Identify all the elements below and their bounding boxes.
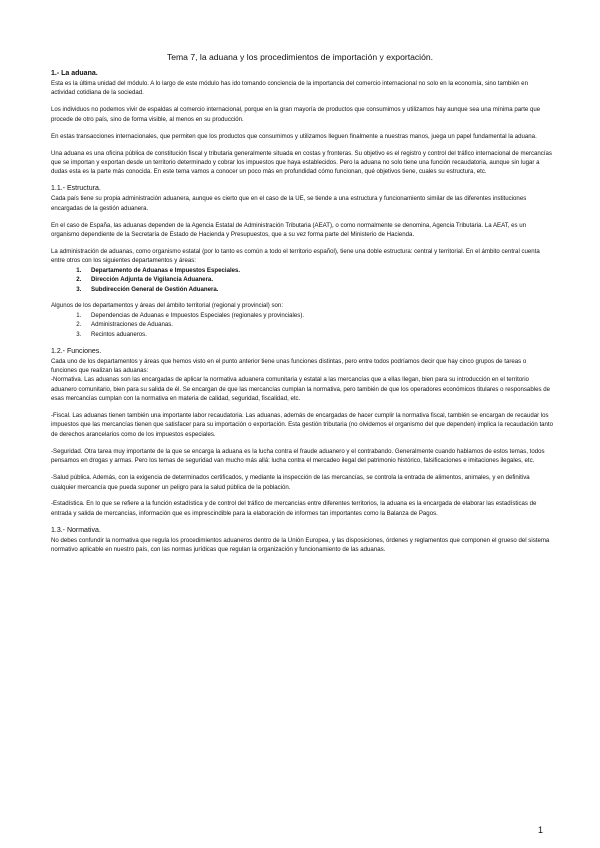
- heading-la-aduana: 1.- La aduana.: [51, 70, 98, 77]
- list-item: 3. Recintos aduaneros.: [83, 330, 553, 339]
- paragraph: No debes confundir la normativa que regula los procedimientos aduaneros dentro de la Unión Europea, y las disposiciones, órdenes y reglamentos que componen el grueso del sistema normativo aplicable en nuestro país, con las normas jurídicas que regulan la organización y funcionamiento de las aduanas.: [51, 536, 550, 554]
- list-item: 2. Dirección Adjunta de Vigilancia Aduanera.: [83, 275, 553, 284]
- list-item: 1. Departamento de Aduanas e Impuestos Especiales.: [83, 266, 553, 275]
- paragraph: La administración de aduanas, como organismo estatal (por lo tanto es común a todo el territorio español), tiene una doble estructura: central y territorial. En el ámbito central cuenta entre otros con los siguientes departamentos y áreas:: [51, 247, 540, 265]
- paragraph: Cada uno de los departamentos y áreas que hemos visto en el punto anterior tiene unas funciones distintas, pero entre todos podríamos decir que hay cinco grupos de tareas o funciones que realizan las aduanas:: [51, 357, 527, 374]
- paragraph: Algunos de los departamentos y áreas del ámbito territorial (regional y provincial) son:: [51, 302, 284, 310]
- paragraph-seguridad: -Seguridad. Otra tarea muy importante de la que se encarga la aduana es la lucha contra el fraude aduanero y el contrabando. Generalmente cuando hablamos de estos temas, todos pensamos en drogas y armas. Pero los temas de seguridad van mucho más allá: lucha contra el mercadeo ilegal del patrimonio histórico, falsificaciones e imitaciones ilegales, etc.: [51, 447, 545, 465]
- list-item: 1. Dependencias de Aduanas e Impuestos Especiales (regionales y provinciales).: [83, 311, 553, 320]
- heading-funciones: 1.2.- Funciones.: [51, 347, 102, 355]
- heading-normativa: 1.3.- Normativa.: [51, 526, 101, 534]
- document-body: [51, 69, 553, 562]
- paragraph: En estas transacciones internacionales, que permiten que los productos que consumimos y utilizamos lleguen finalmente a nuestras manos, juega un papel fundamental la aduana.: [51, 132, 537, 140]
- paragraph: Cada país tiene su propia administración aduanera, aunque es cierto que en el caso de la UE, se tiende a una estructura y funcionamiento similar de las diferentes instituciones encargadas de la gestión aduanera.: [51, 195, 527, 212]
- paragraph: Esta es la última unidad del módulo. A lo largo de este módulo has ido tomando conciencia de la importancia del comercio internacional no solo en la economía, sino también en actividad cotidiana de la sociedad.: [51, 80, 528, 97]
- list-item: 2. Administraciones de Aduanas.: [83, 320, 553, 329]
- paragraph: En el caso de España, las aduanas dependen de la Agencia Estatal de Administración Tributaria (AEAT), o como normalmente se denomina, Agencia Tributaria. La AEAT, es un organismo dependiente de la Secretaría de Estado de Hacienda y Presupuestos, que a su vez forma parte del Ministerio de Hacienda.: [51, 221, 527, 238]
- list-item: 3. Subdirección General de Gestión Aduanera.: [83, 285, 553, 294]
- page-number: 1: [538, 825, 544, 835]
- paragraph-estadistica: -Estadística. En lo que se refiere a la función estadística y de control del tráfico de mercancías entre diferentes territorios, la aduana es la encargada de elaborar las estadísticas de entrada y salida de mercancías, información que es imprescindible para la elaboración de informes tan importantes como la Balanza de Pagos.: [51, 500, 537, 517]
- heading-estructura: 1.1.- Estructura.: [51, 185, 101, 193]
- paragraph-fiscal: -Fiscal. Las aduanas tienen también una importante labor recaudatoria. Las aduanas, además de encargadas de hacer cumplir la normativa fiscal, también se encargan de recaudar los impuestos que las mercancías tienen que satisfacer para su importación o exportación. Esta gestión tributaria (no olvidemos el organismo del que dependen) implica la recaudación tanto de derechos arancelarios como de los impuestos especiales.: [51, 412, 554, 438]
- paragraph: Una aduana es una oficina pública de constitución fiscal y tributaria generalmente situada en costas y fronteras. Su objetivo es el registro y control del tráfico internacional de mercancías que se importan y exportan desde un territorio determinado y cobrar los impuestos que haya establecidos. Pero la aduana no solo tiene una función recaudatoria, aunque sin lugar a dudas esta es la parte más conocida. En este tema vamos a conocer un poco más en profundidad cómo funcionan, qué objetivos tiene, cuales su estructura, etc.: [51, 149, 552, 176]
- central-departments-list: [51, 266, 553, 294]
- paragraph-normativa: -Normativa. Las aduanas son las encargadas de aplicar la normativa aduanera comunitaria y estatal a las mercancías que a ellas llegan, bien para su introducción en el territorio aduanero comunitario, bien para su salida de él. Se encargan de que las mercancías cumplan la normativa, pero también de que los operadores económicos titulares o responsables de esas mercancías cumplan con la normativa en materia de calidad, seguridad, fiscalidad, etc.: [51, 376, 550, 403]
- paragraph: Los individuos no podemos vivir de espaldas al comercio internacional, porque en la gran mayoría de productos que consumimos y utilizamos hay aunque sea una mínima parte que procede de otro país, sino de forma visible, al menos en su producción.: [51, 106, 541, 123]
- document-title: Tema 7, la aduana y los procedimientos de importación y exportación.: [166, 52, 434, 62]
- paragraph-salud-publica: -Salud pública. Además, con la exigencia de determinados certificados, y mediante la inspección de las mercancías, se controla la entrada de alimentos, animales, y en definitiva cualquier mercancía que pueda suponer un peligro para la salud pública de la población.: [51, 474, 530, 491]
- territorial-departments-list: [51, 311, 553, 339]
